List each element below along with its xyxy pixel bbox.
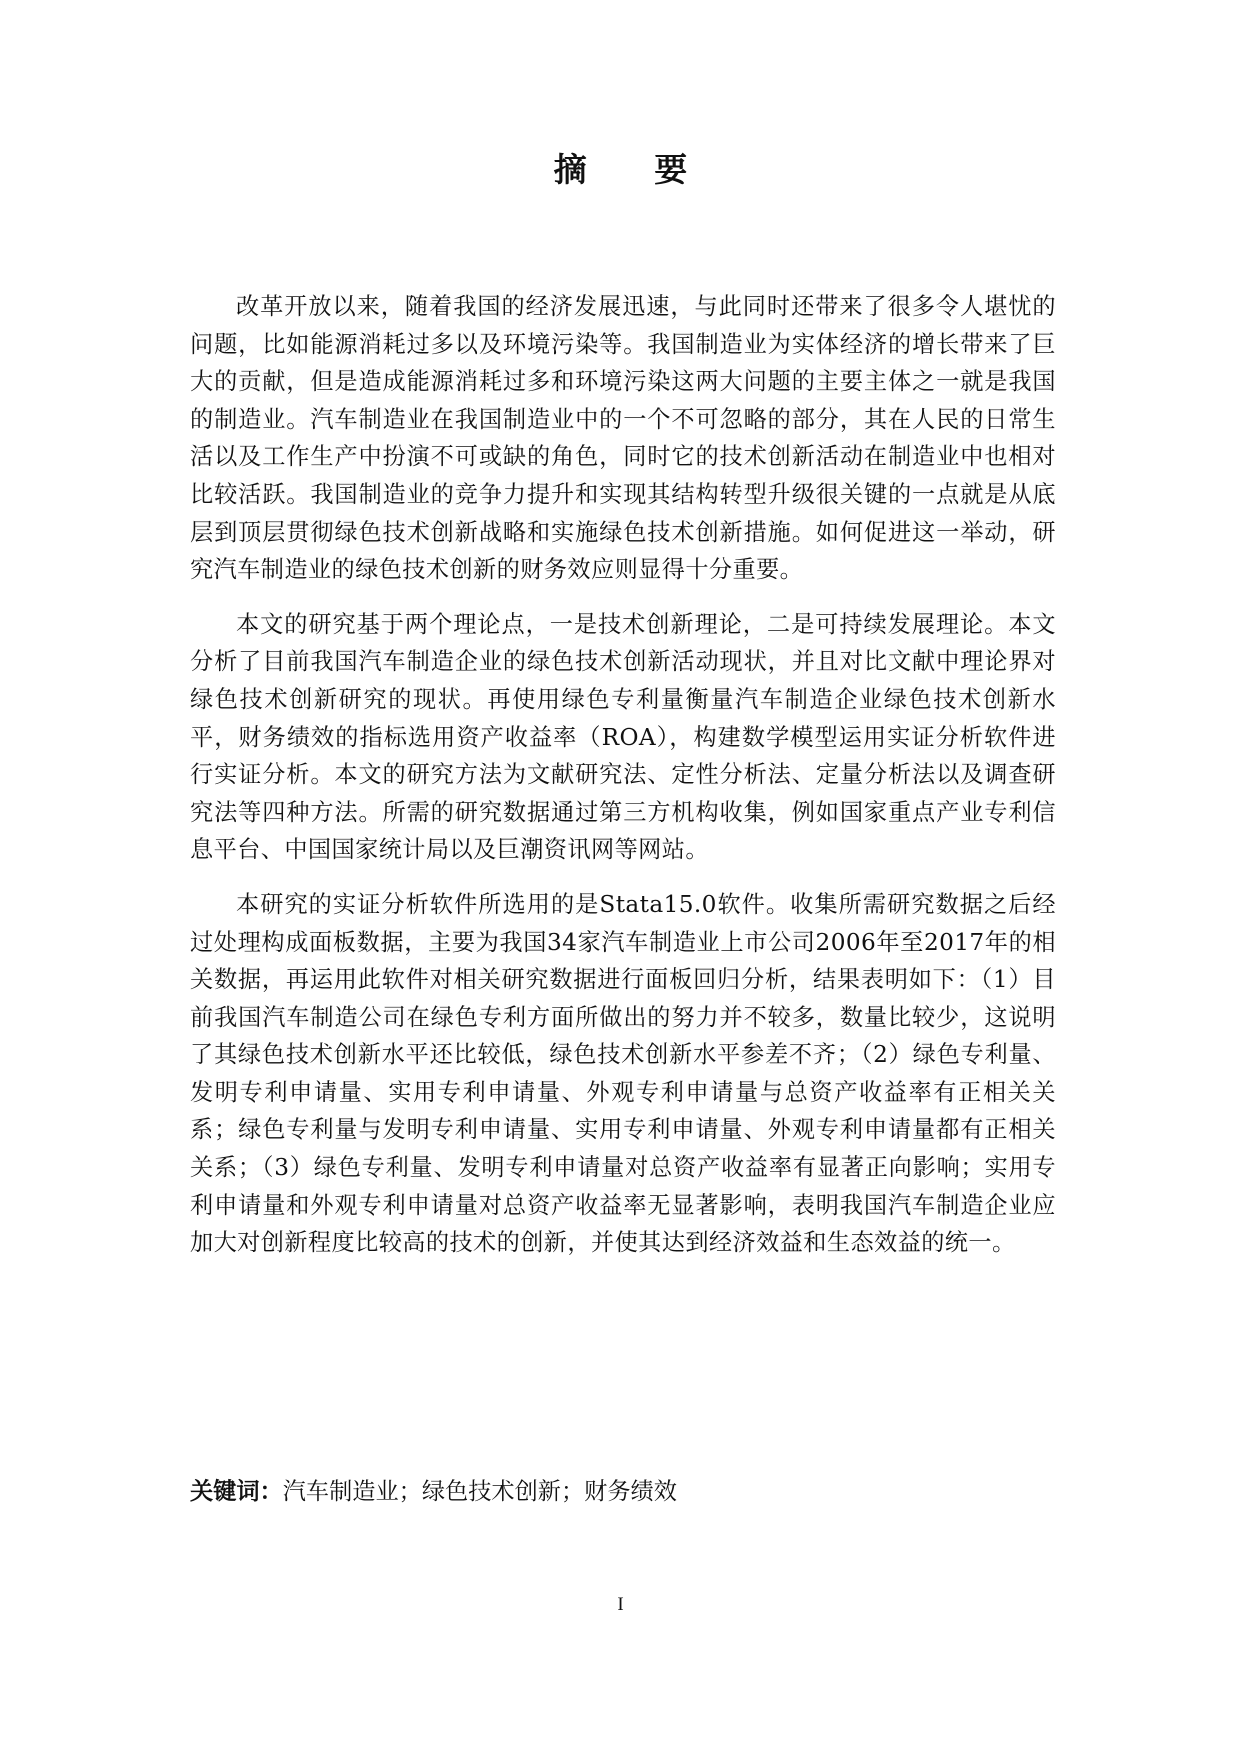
keywords-line — [190, 1474, 1056, 1510]
abstract-paragraph-1: 改革开放以来，随着我国的经济发展迅速，与此同时还带来了很多令人堪忧的问题，比如能源消耗过多以及环境污染等。我国制造业为实体经济的增长带来了巨大的贡献，但是造成能源消耗过多和环境污染这两大问题的主要主体之一就是我国的制造业。汽车制造业在我国制造业中的一个不可忽略的部分，其在人民的日常生活以及工作生产中扮演不可或缺的角色，同时它的技术创新活动在制造业中也相对比较活跃。我国制造业的竞争力提升和实现其结构转型升级很关键的一点就是从底层到顶层贯彻绿色技术创新战略和实施绿色技术创新措施。如何促进这一举动，研究汽车制造业的绿色技术创新的财务效应则显得十分重要。 — [190, 293, 1056, 584]
keywords-text: 汽车制造业；绿色技术创新；财务绩效 — [282, 1478, 677, 1505]
abstract-body — [190, 288, 1056, 1279]
abstract-paragraph-2: 本文的研究基于两个理论点，一是技术创新理论，二是可持续发展理论。本文分析了目前我国汽车制造企业的绿色技术创新活动现状，并且对比文献中理论界对绿色技术创新研究的现状。再使用绿色专利量衡量汽车制造企业绿色技术创新水平，财务绩效的指标选用资产收益率（ROA），构建数学模型运用实证分析软件进行实证分析。本文的研究方法为文献研究法、定性分析法、定量分析法以及调查研究法等四种方法。所需的研究数据通过第三方机构收集，例如国家重点产业专利信息平台、中国国家统计局以及巨潮资讯网等网站。 — [190, 610, 1056, 864]
page-title: 摘 要 — [553, 150, 716, 189]
page-number: I — [617, 1594, 624, 1615]
keywords-label: 关键词： — [190, 1478, 283, 1505]
abstract-paragraph-3: 本研究的实证分析软件所选用的是Stata15.0软件。收集所需研究数据之后经过处理构成面板数据，主要为我国34家汽车制造业上市公司2006年至2017年的相关数据，再运用此软件对相关研究数据进行面板回归分析，结果表明如下：（1）目前我国汽车制造公司在绿色专利方面所做出的努力并不较多，数量比较少，这说明了其绿色技术创新水平还比较低，绿色技术创新水平参差不齐；（2）绿色专利量、发明专利申请量、实用专利申请量、外观专利申请量与总资产收益率有正相关关系；绿色专利量与发明专利申请量、实用专利申请量、外观专利申请量都有正相关关系；（3）绿色专利量、发明专利申请量对总资产收益率有显著正向影响；实用专利申请量和外观专利申请量对总资产收益率无显著影响，表明我国汽车制造企业应加大对创新程度比较高的技术的创新，并使其达到经济效益和生态效益的统一。 — [190, 890, 1056, 1257]
